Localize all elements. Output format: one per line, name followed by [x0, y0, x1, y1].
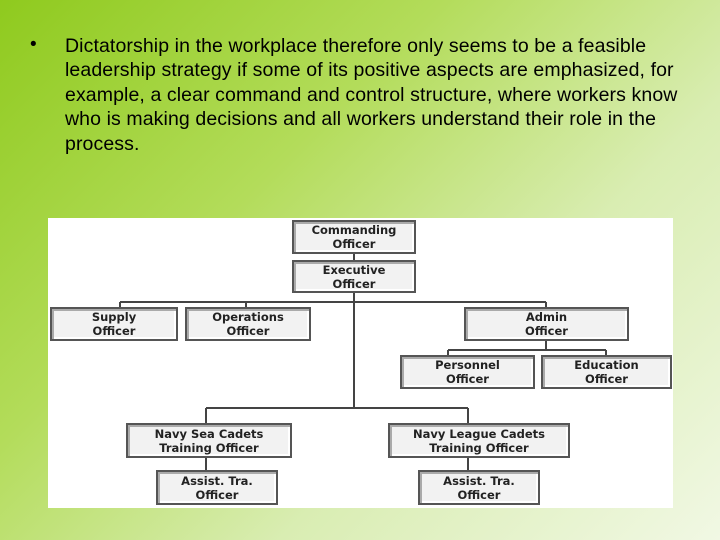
- admin-officer-box: Admin Officer: [464, 307, 629, 341]
- assist-training-officer-left-box: Assist. Tra. Officer: [156, 470, 278, 505]
- bullet-text: Dictatorship in the workplace therefore only seems to be a feasible leadership strategy if some of its positive aspects are emphasized, for example, a clear command and control structure, where workers know who is making decisions and all workers understand their role in the process.: [65, 35, 678, 155]
- personnel-officer-box: Personnel Officer: [400, 355, 535, 389]
- operations-officer-box: Operations Officer: [185, 307, 311, 341]
- commanding-officer-box: Commanding Officer: [292, 220, 416, 254]
- executive-officer-box: Executive Officer: [292, 260, 416, 293]
- org-chart-image: [48, 218, 673, 508]
- bullet-point: [30, 34, 690, 156]
- league-cadets-training-officer-box: Navy League Cadets Training Officer: [388, 423, 570, 458]
- supply-officer-box: Supply Officer: [50, 307, 178, 341]
- education-officer-box: Education Officer: [541, 355, 672, 389]
- bullet-marker: •: [30, 34, 37, 55]
- sea-cadets-training-officer-box: Navy Sea Cadets Training Officer: [126, 423, 292, 458]
- assist-training-officer-right-box: Assist. Tra. Officer: [418, 470, 540, 505]
